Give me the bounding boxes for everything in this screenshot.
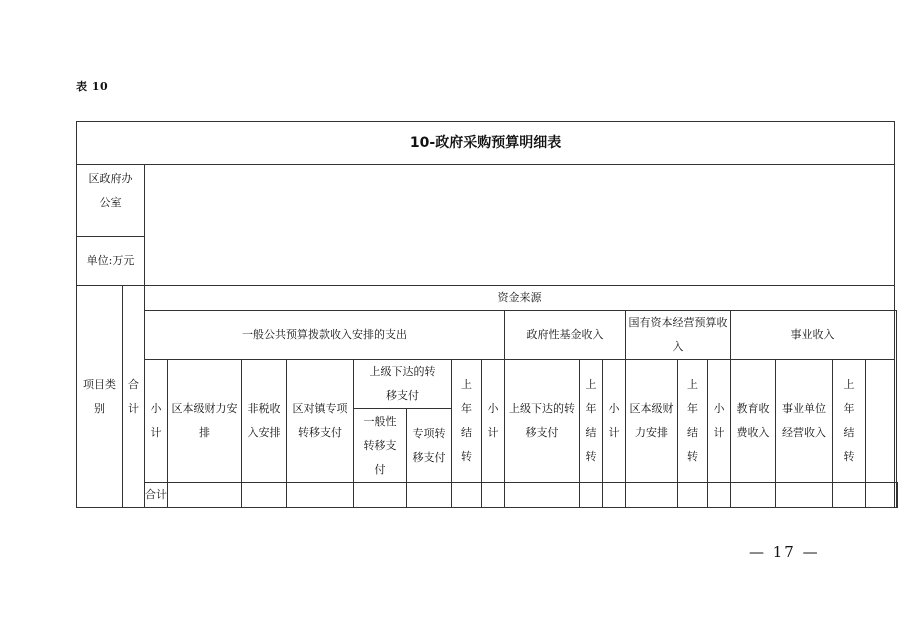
header-superior-transfer: 上级下达的转移支付	[354, 360, 452, 409]
procurement-budget-table	[76, 121, 898, 508]
total-row-cell	[603, 483, 626, 508]
department-blank-area	[145, 165, 895, 286]
page-number: — 17 —	[749, 543, 820, 561]
total-row-cell	[678, 483, 708, 508]
header-carryover-state-capital: 上年结转	[678, 360, 708, 483]
total-row-cell	[287, 483, 354, 508]
total-row-cell	[242, 483, 287, 508]
header-district-finance: 区本级财力安排	[168, 360, 242, 483]
department-row	[77, 165, 898, 237]
header-subtotal-business: 小计	[708, 360, 731, 483]
total-row-cell	[482, 483, 505, 508]
header-gov-fund-superior-transfer: 上级下达的转移支付	[505, 360, 580, 483]
header-row-1	[77, 286, 898, 311]
department-cell	[77, 165, 145, 237]
header-carryover-general: 上年结转	[452, 360, 482, 483]
total-row-cell	[168, 483, 242, 508]
total-row-cell	[580, 483, 603, 508]
header-business-unit-income: 事业单位经营收入	[776, 360, 833, 483]
header-town-transfer: 区对镇专项转移支付	[287, 360, 354, 483]
header-row-2	[77, 311, 898, 360]
header-education-fee: 教育收费收入	[731, 360, 776, 483]
total-row-cell	[708, 483, 731, 508]
total-row-cell	[896, 483, 897, 508]
header-special-transfer: 专项转移支付	[407, 409, 452, 483]
total-row-cell	[626, 483, 678, 508]
department-name: 区政府办公室	[88, 172, 133, 209]
table-number-label: 表 10	[76, 80, 109, 93]
header-state-capital-income: 国有资本经营预算收入	[626, 311, 731, 360]
total-row-cell	[407, 483, 452, 508]
total-row-cell	[452, 483, 482, 508]
header-subtotal-general: 小计	[145, 360, 168, 483]
total-row-label: 合计	[145, 483, 168, 508]
total-row-cell	[505, 483, 580, 508]
total-row-cell	[833, 483, 866, 508]
header-row-3	[77, 360, 898, 409]
header-fund-source: 资金来源	[145, 286, 895, 311]
header-other-income	[895, 311, 896, 483]
header-general-transfer: 一般性转移支付	[354, 409, 407, 483]
header-gov-fund-income: 政府性基金收入	[505, 311, 626, 360]
total-row-cell	[354, 483, 407, 508]
header-carryover-business: 上年结转	[833, 360, 866, 483]
header-general-public-budget: 一般公共预算拨款收入安排的支出	[145, 311, 505, 360]
total-row-cell	[866, 483, 895, 508]
total-row-cell	[731, 483, 776, 508]
header-total: 合计	[123, 286, 145, 508]
header-subtotal-state-capital: 小计	[603, 360, 626, 483]
header-business-income: 事业收入	[731, 311, 895, 360]
header-project-category: 项目类别	[77, 286, 123, 508]
title-row	[77, 122, 898, 165]
unit-cell: 单位:万元	[77, 237, 145, 286]
header-state-capital-district-finance: 区本级财力安排	[626, 360, 678, 483]
total-row-cell	[776, 483, 833, 508]
header-non-tax: 非税收入安排	[242, 360, 287, 483]
header-subtotal-gov-fund: 小计	[482, 360, 505, 483]
total-row	[77, 483, 898, 508]
header-carryover-gov-fund: 上年结转	[580, 360, 603, 483]
table-title: 10-政府采购预算明细表	[77, 122, 895, 165]
